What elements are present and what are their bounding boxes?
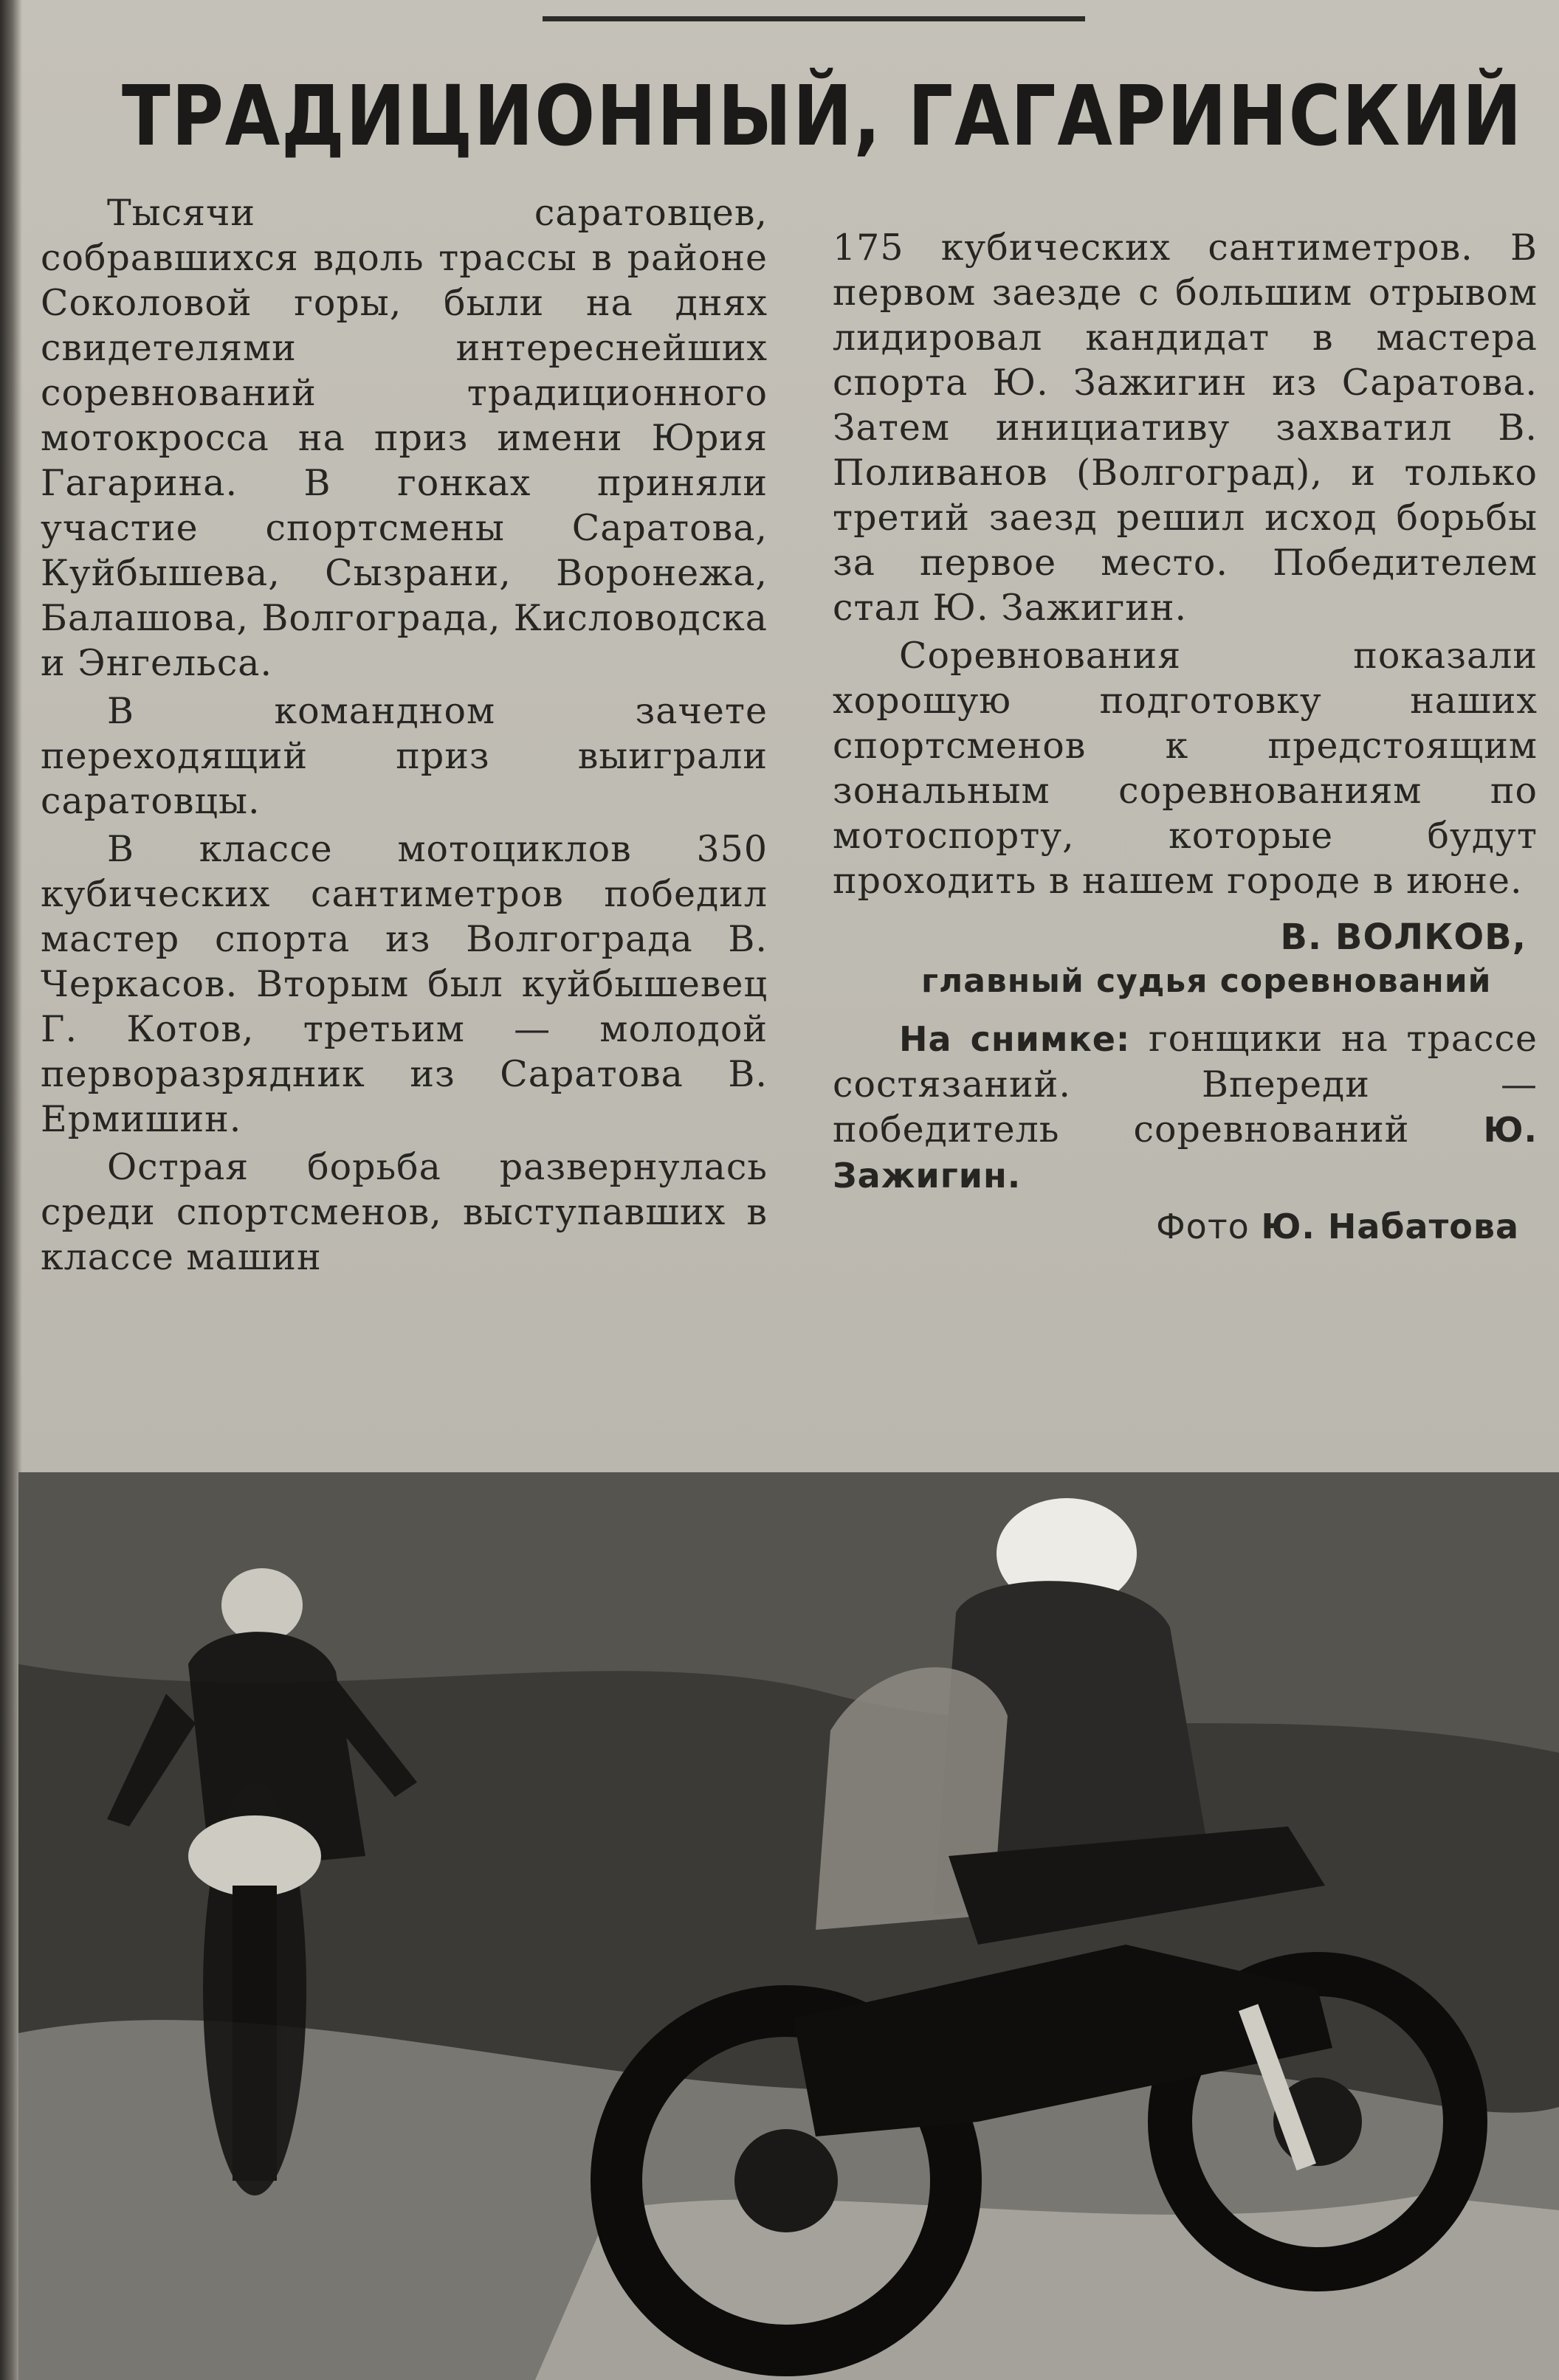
right-paragraph-2: Соревнования показали хорошую подготовку наших спортсменов к предстоящим зональным соревнованиям по мотоспорту, которые будут проходить в нашем городе в июне. [833, 635, 1538, 902]
top-rule [543, 16, 1085, 21]
left-paragraph-4: Острая борьба развернулась среди спортсменов, выступавших в классе машин [41, 1146, 768, 1278]
author-role: главный судья соревнований [921, 962, 1492, 1000]
photo-caption [833, 1016, 1538, 1198]
left-paragraph-1: Тысячи саратовцев, собравшихся вдоль трассы в районе Соколовой горы, были на днях свидетелями интереснейших соревнований традиционного мотокросса на приз имени Юрия Гагарина. В гонках приняли участие спортсмены Саратова, Куйбышева, Сызрани, Воронежа, Балашова, Волгограда, Кисловодска и Энгельса. [41, 192, 768, 684]
caption-text: гонщики на трассе состязаний. Впереди — победитель соревнований [833, 1018, 1538, 1151]
photo-credit-author: Ю. Набатова [1261, 1207, 1519, 1246]
caption-label: На снимке: [899, 1019, 1131, 1059]
motocross-photo-illustration [18, 1472, 1559, 2380]
caption-winner: Ю. Зажигин. [833, 1110, 1538, 1196]
left-column [41, 190, 768, 1283]
right-column [833, 225, 1538, 1249]
author-name: В. ВОЛКОВ, [1280, 917, 1527, 958]
left-paragraph-2: В командном зачете переходящий приз выиграли саратовцы. [41, 690, 768, 822]
motocross-photo [18, 1472, 1559, 2380]
photo-credit-prefix: Фото [1156, 1207, 1250, 1246]
headline: ТРАДИЦИОННЫЙ, ГАГАРИНСКИЙ [122, 69, 1524, 165]
photo-credit [833, 1204, 1538, 1249]
left-paragraph-3: В классе мотоциклов 350 кубических сантиметров победил мастер спорта из Волгограда В. Черкасов. Вторым был куйбышевец Г. Котов, третьим — молодой перворазрядник из Саратова В. Ермишин. [41, 828, 768, 1140]
right-paragraph-1: 175 кубических сантиметров. В первом заезде с большим отрывом лидировал кандидат в мастера спорта Ю. Зажигин из Саратова. Затем инициативу захватил В. Поливанов (Волгоград), и только третий заезд решил исход борьбы за первое место. Победителем стал Ю. Зажигин. [833, 227, 1538, 629]
